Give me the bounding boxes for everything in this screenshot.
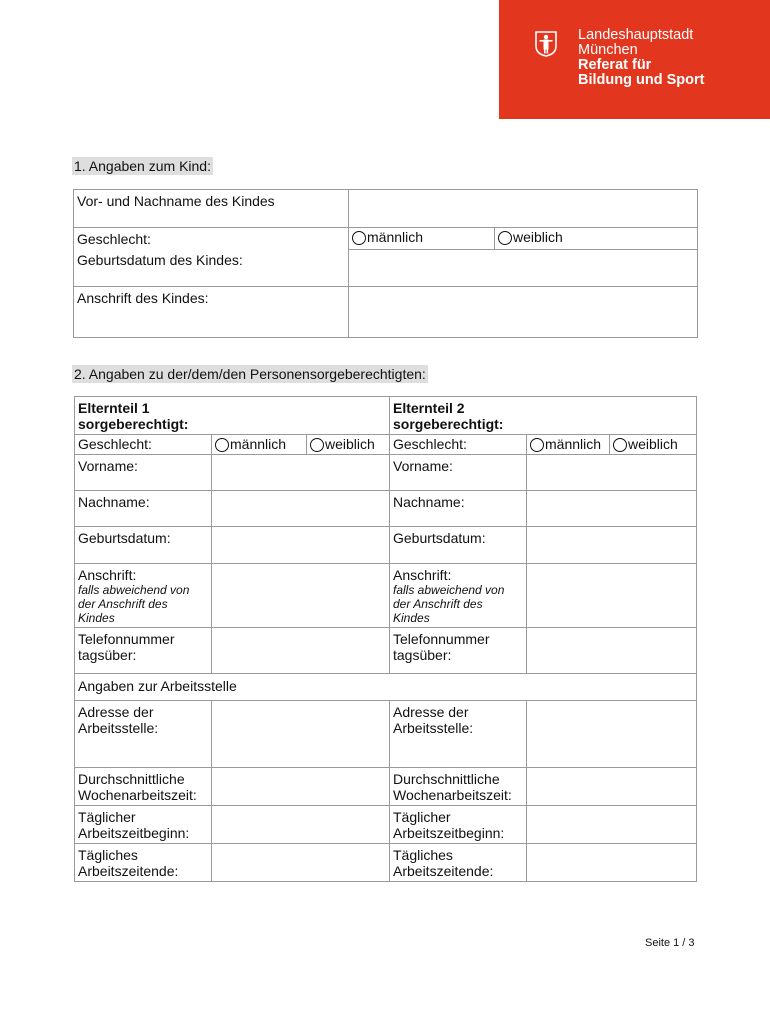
- brand-city-line2: München: [578, 42, 638, 58]
- parent2-end-time-label: [390, 844, 527, 882]
- child-address-field[interactable]: [349, 286, 698, 337]
- parent1-start-time-field[interactable]: [212, 806, 390, 844]
- address-note-line1: falls abweichend von: [78, 583, 190, 597]
- start-time-line1: Täglicher: [393, 809, 451, 825]
- parent2-firstname-label: Vorname:: [390, 455, 527, 491]
- parent1-lastname-field[interactable]: [212, 491, 390, 527]
- parent1-firstname-field[interactable]: [212, 455, 390, 491]
- parent2-lastname-label: Nachname:: [390, 491, 527, 527]
- parent2-lastname-field[interactable]: [527, 491, 697, 527]
- end-time-line1: Tägliches: [393, 847, 453, 863]
- brand-city-line1: Landeshauptstadt: [578, 27, 694, 43]
- parent2-work-address-field[interactable]: [527, 701, 697, 768]
- end-time-line1: Tägliches: [78, 847, 138, 863]
- parent1-end-time-label: [75, 844, 212, 882]
- phone-label-line2: tagsüber:: [78, 647, 137, 663]
- parent2-female-option[interactable]: [610, 435, 697, 455]
- parent1-female-label: weiblich: [325, 436, 375, 452]
- parent1-firstname-label: Vorname:: [75, 455, 212, 491]
- parent2-heading-line1: Elternteil 2: [393, 400, 465, 416]
- parent2-address-label: [390, 564, 527, 628]
- phone-label-line2: tagsüber:: [393, 647, 452, 663]
- radio-circle-icon[interactable]: [530, 438, 544, 452]
- start-time-line1: Täglicher: [78, 809, 136, 825]
- child-name-label: Vor- und Nachname des Kindes: [74, 190, 349, 228]
- parent1-avg-hours-field[interactable]: [212, 768, 390, 806]
- parent2-end-time-field[interactable]: [527, 844, 697, 882]
- parent2-address-title: Anschrift:: [393, 567, 452, 583]
- work-address-line1: Adresse der: [78, 704, 154, 720]
- work-address-line2: Arbeitsstelle:: [393, 720, 474, 736]
- parent2-work-address-label: [390, 701, 527, 768]
- parent2-phone-label: [390, 628, 527, 674]
- address-note-line1: falls abweichend von: [393, 583, 505, 597]
- child-gender-label: Geschlecht:: [74, 228, 349, 250]
- address-note-line2: der Anschrift des: [393, 597, 483, 611]
- parent2-address-note: [393, 583, 523, 625]
- parent1-lastname-label: Nachname:: [75, 491, 212, 527]
- parent1-work-address-label: [75, 701, 212, 768]
- parent2-avg-hours-field[interactable]: [527, 768, 697, 806]
- brand-dept-line1: Referat für: [578, 57, 652, 73]
- parent1-birthdate-label: Geburtsdatum:: [75, 527, 212, 564]
- section1-title: 1. Angaben zum Kind:: [74, 158, 211, 174]
- parent1-address-field[interactable]: [212, 564, 390, 628]
- work-address-line1: Adresse der: [393, 704, 469, 720]
- radio-circle-icon[interactable]: [498, 231, 512, 245]
- parent1-male-label: männlich: [230, 436, 287, 452]
- start-time-line2: Arbeitszeitbeginn:: [393, 825, 505, 841]
- avg-hours-line2: Wochenarbeitszeit:: [393, 787, 512, 803]
- parent2-male-label: männlich: [545, 436, 602, 452]
- parent1-work-address-field[interactable]: [212, 701, 390, 768]
- brand-text: [578, 28, 704, 88]
- end-time-line2: Arbeitszeitende:: [393, 863, 494, 879]
- avg-hours-line1: Durchschnittliche: [78, 771, 185, 787]
- address-note-line3: Kindes: [393, 611, 430, 625]
- address-note-line3: Kindes: [78, 611, 115, 625]
- phone-label-line1: Telefonnummer: [78, 631, 175, 647]
- parent2-address-field[interactable]: [527, 564, 697, 628]
- parent2-heading: [390, 397, 697, 435]
- parent1-heading-line1: Elternteil 1: [78, 400, 150, 416]
- child-birthdate-label: Geburtsdatum des Kindes:: [74, 249, 349, 286]
- parent1-start-time-label: [75, 806, 212, 844]
- parent1-female-option[interactable]: [307, 435, 390, 455]
- start-time-line2: Arbeitszeitbeginn:: [78, 825, 190, 841]
- parent1-avg-hours-label: [75, 768, 212, 806]
- avg-hours-line1: Durchschnittliche: [393, 771, 500, 787]
- page-number: Seite 1 / 3: [645, 937, 695, 949]
- parent2-phone-field[interactable]: [527, 628, 697, 674]
- radio-circle-icon[interactable]: [215, 438, 229, 452]
- child-female-label: weiblich: [513, 229, 563, 245]
- child-gender-female-option[interactable]: [495, 228, 698, 250]
- parent1-address-title: Anschrift:: [78, 567, 137, 583]
- parent1-address-note: [78, 583, 208, 625]
- parent2-avg-hours-label: [390, 768, 527, 806]
- parent2-start-time-label: [390, 806, 527, 844]
- parent1-birthdate-field[interactable]: [212, 527, 390, 564]
- parent2-birthdate-label: Geburtsdatum:: [390, 527, 527, 564]
- child-info-table: [73, 189, 698, 338]
- child-gender-male-option[interactable]: [349, 228, 495, 250]
- child-male-label: männlich: [367, 229, 424, 245]
- parent1-heading-line2: sorgeberechtigt:: [78, 416, 189, 432]
- avg-hours-line2: Wochenarbeitszeit:: [78, 787, 197, 803]
- parent1-address-label: [75, 564, 212, 628]
- parent2-heading-line2: sorgeberechtigt:: [393, 416, 504, 432]
- parent1-end-time-field[interactable]: [212, 844, 390, 882]
- section2-title: 2. Angaben zu der/dem/den Personensorgeberechtigten:: [74, 366, 426, 382]
- parent2-start-time-field[interactable]: [527, 806, 697, 844]
- parent2-male-option[interactable]: [527, 435, 610, 455]
- parent1-heading: [75, 397, 390, 435]
- parent1-male-option[interactable]: [212, 435, 307, 455]
- guardians-table: [74, 396, 697, 882]
- work-address-line2: Arbeitsstelle:: [78, 720, 159, 736]
- parent2-firstname-field[interactable]: [527, 455, 697, 491]
- parent1-phone-label: [75, 628, 212, 674]
- parent1-phone-field[interactable]: [212, 628, 390, 674]
- child-address-label: Anschrift des Kindes:: [74, 286, 349, 337]
- phone-label-line1: Telefonnummer: [393, 631, 490, 647]
- parent2-gender-label: Geschlecht:: [390, 435, 527, 455]
- radio-circle-icon[interactable]: [352, 231, 366, 245]
- end-time-line2: Arbeitszeitende:: [78, 863, 179, 879]
- brand-dept-line2: Bildung und Sport: [578, 72, 705, 88]
- munich-child-crest-icon: [535, 31, 557, 57]
- child-birthdate-field[interactable]: [349, 249, 698, 286]
- parent2-female-label: weiblich: [628, 436, 678, 452]
- address-note-line2: der Anschrift des: [78, 597, 168, 611]
- parent1-gender-label: Geschlecht:: [75, 435, 212, 455]
- radio-circle-icon[interactable]: [613, 438, 627, 452]
- work-section-heading: Angaben zur Arbeitsstelle: [75, 674, 697, 701]
- parent2-birthdate-field[interactable]: [527, 527, 697, 564]
- child-name-field[interactable]: [349, 190, 698, 228]
- radio-circle-icon[interactable]: [310, 438, 324, 452]
